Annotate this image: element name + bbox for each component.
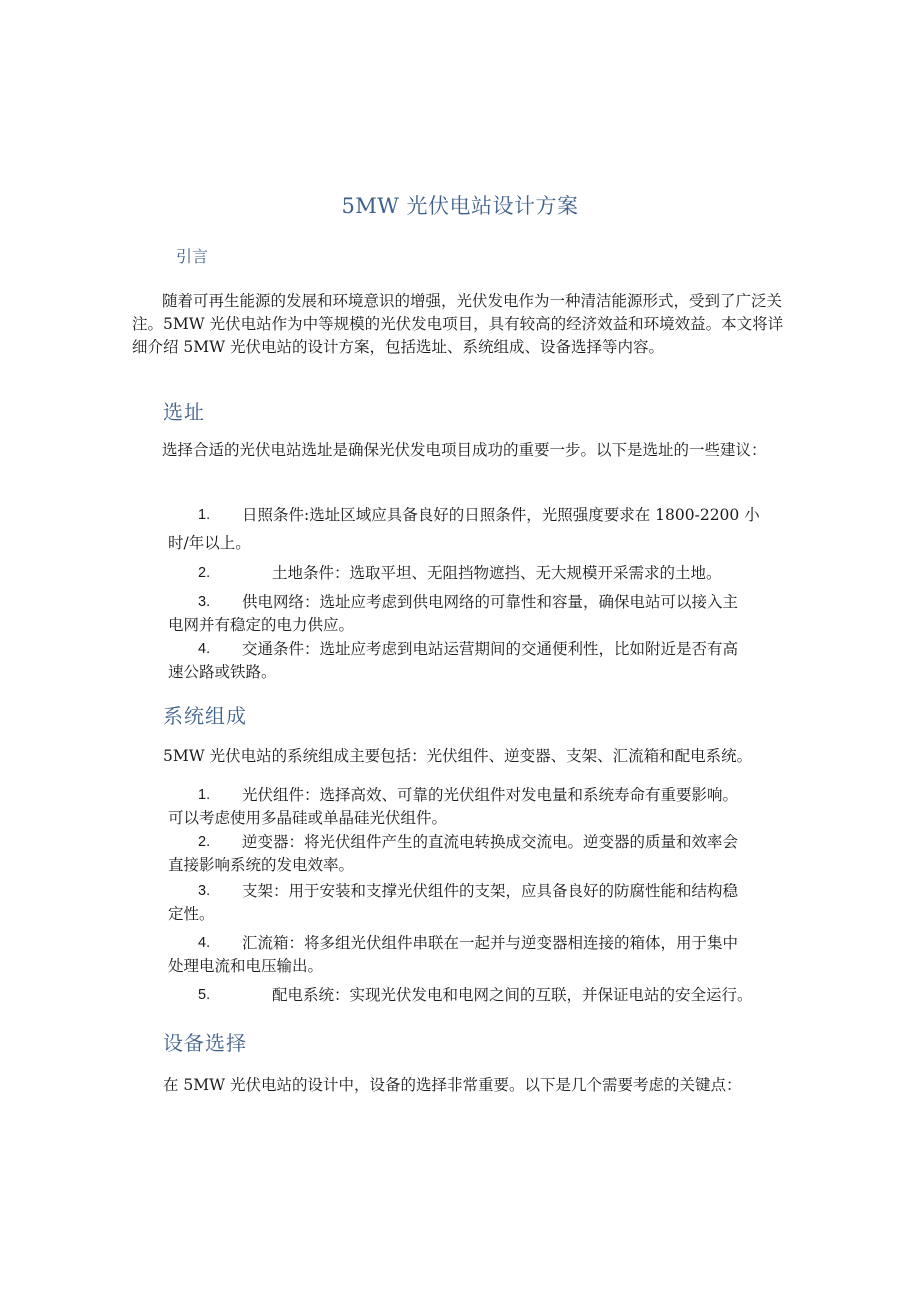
list-number: 3. [198, 883, 211, 899]
intro-heading: 引言 [176, 247, 209, 266]
list-item-continuation: 速公路或铁路。 [168, 663, 277, 681]
list-item-continuation: 时/年以上。 [168, 534, 251, 552]
list-number: 4. [198, 641, 211, 657]
list-number: 1. [198, 507, 211, 523]
system-list-item [168, 932, 798, 978]
list-item-text: 日照条件:选址区域应具备良好的日照条件，光照强度要求在 1800-2200 小 [242, 506, 760, 524]
system-list-item [168, 984, 798, 1007]
list-number: 3. [198, 594, 211, 610]
site-list-item [168, 591, 798, 637]
system-list-item [168, 831, 798, 877]
system-list-item [168, 784, 798, 830]
list-number: 1. [198, 787, 211, 803]
system-paragraph: 5MW 光伏电站的系统组成主要包括：光伏组件、逆变器、支架、汇流箱和配电系统。 [163, 747, 753, 765]
list-item-continuation: 电网并有稳定的电力供应。 [168, 616, 355, 634]
document-title: 5MW 光伏电站设计方案 [341, 194, 579, 218]
list-item-text: 交通条件：选址应考虑到电站运营期间的交通便利性，比如附近是否有高 [242, 640, 739, 658]
site-list-item [168, 638, 798, 684]
equipment-paragraph: 在 5MW 光伏电站的设计中，设备的选择非常重要。以下是几个需要考虑的关键点： [163, 1076, 742, 1094]
list-item-text: 配电系统：实现光伏发电和电网之间的互联，并保证电站的安全运行。 [272, 986, 753, 1004]
site-list-item [168, 504, 798, 555]
list-item-text: 逆变器：将光伏组件产生的直流电转换成交流电。逆变器的质量和效率会 [242, 833, 739, 851]
system-list-item [168, 880, 798, 926]
list-number: 2. [198, 565, 211, 581]
system-heading: 系统组成 [163, 704, 247, 728]
list-item-continuation: 直接影响系统的发电效率。 [168, 856, 355, 874]
equipment-heading: 设备选择 [163, 1031, 247, 1055]
list-item-continuation: 可以考虑使用多晶硅或单晶硅光伏组件。 [168, 809, 448, 827]
list-item-continuation: 处理电流和电压输出。 [168, 957, 324, 975]
list-item-text: 供电网络：选址应考虑到供电网络的可靠性和容量，确保电站可以接入主 [242, 593, 739, 611]
list-item-continuation: 定性。 [168, 905, 215, 923]
list-item-text: 光伏组件：选择高效、可靠的光伏组件对发电量和系统寿命有重要影响。 [242, 786, 739, 804]
list-item-text: 土地条件：选取平坦、无阻挡物遮挡、无大规模开采需求的土地。 [272, 564, 722, 582]
list-number: 2. [198, 834, 211, 850]
site-paragraph: 选择合适的光伏电站选址是确保光伏发电项目成功的重要一步。以下是选址的一些建议： [162, 441, 767, 459]
site-heading: 选址 [163, 400, 205, 424]
list-item-text: 汇流箱：将多组光伏组件串联在一起并与逆变器相连接的箱体，用于集中 [242, 934, 739, 952]
list-number: 4. [198, 935, 211, 951]
site-list-item [168, 562, 798, 585]
list-item-text: 支架：用于安装和支撑光伏组件的支架，应具备良好的防腐性能和结构稳 [242, 882, 739, 900]
intro-paragraph: 随着可再生能源的发展和环境意识的增强，光伏发电作为一种清洁能源形式，受到了广泛关注。5MW 光伏电站作为中等规模的光伏发电项目，具有较高的经济效益和环境效益。本文将详细介绍 5MW 光伏电站的设计方案，包括选址、系统组成、设备选择等内容。 [132, 292, 784, 356]
list-number: 5. [198, 987, 211, 1003]
